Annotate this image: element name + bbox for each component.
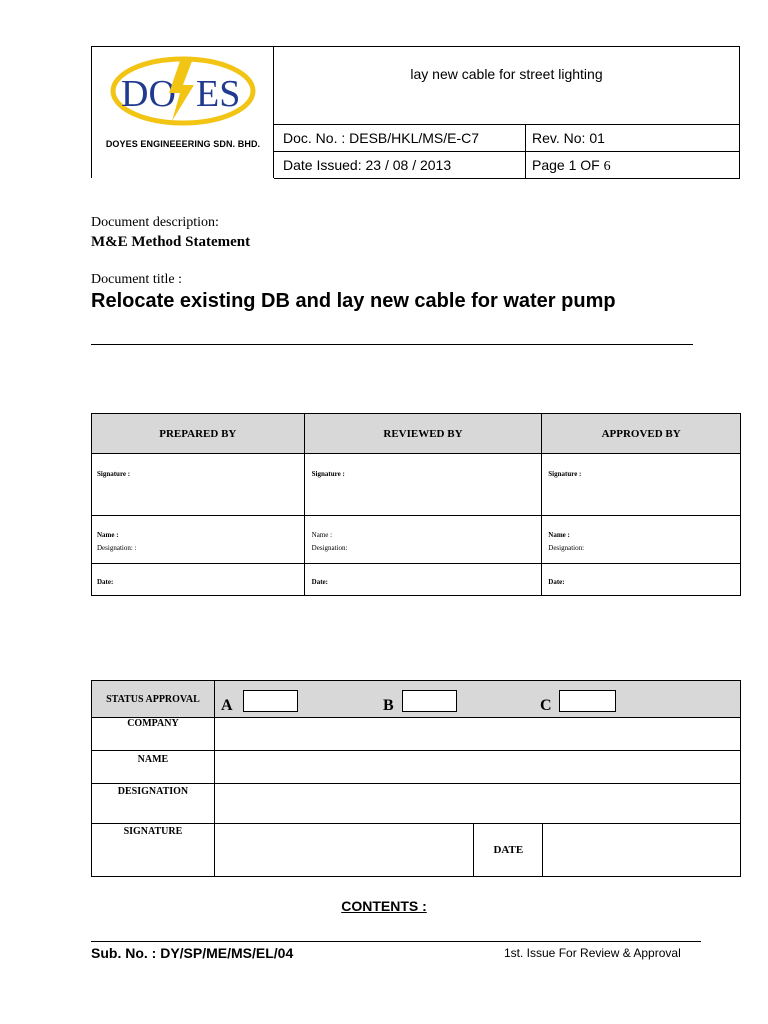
- date-label-cell: [474, 824, 543, 877]
- status-option-b-label: B: [383, 697, 394, 714]
- revision-number: Rev. No: 01: [532, 130, 605, 146]
- status-option-c-checkbox[interactable]: [559, 690, 616, 712]
- signature-label: Signature :: [548, 470, 582, 478]
- approved-name-field[interactable]: [542, 516, 741, 564]
- status-option-a-checkbox[interactable]: [243, 690, 298, 712]
- signature-label: SIGNATURE: [123, 826, 183, 837]
- signoff-table: [91, 413, 741, 596]
- logo-text-right: ES: [196, 73, 241, 115]
- name-label: Name :: [97, 531, 119, 539]
- description-label: Document description:: [91, 215, 219, 230]
- date-field[interactable]: [543, 824, 741, 877]
- date-label: Date:: [311, 578, 328, 586]
- designation-label: DESIGNATION: [117, 786, 189, 797]
- page-prefix: Page 1 OF: [532, 157, 604, 173]
- designation-label: Designation:: [548, 544, 585, 552]
- designation-field[interactable]: [214, 784, 740, 824]
- approved-date-field[interactable]: [542, 564, 741, 596]
- title-underline: [91, 344, 693, 345]
- name-field[interactable]: [214, 751, 740, 784]
- prepared-date-field[interactable]: [92, 564, 305, 596]
- company-logo: [108, 55, 258, 127]
- approved-by-header: APPROVED BY: [542, 414, 741, 454]
- signature-label: Signature :: [311, 470, 345, 478]
- reviewed-by-header: REVIEWED BY: [304, 414, 542, 454]
- page-total: 6: [603, 159, 611, 174]
- sub-number: Sub. No. : DY/SP/ME/MS/EL/04: [91, 945, 294, 961]
- date-label: Date:: [548, 578, 565, 586]
- logo-text-left: DO: [121, 73, 176, 115]
- name-label: Name :: [548, 531, 570, 539]
- reviewed-date-field[interactable]: [304, 564, 542, 596]
- designation-label: Designation:: [311, 544, 348, 552]
- prepared-signature-field[interactable]: [92, 454, 305, 516]
- company-label: COMPANY: [127, 718, 179, 729]
- name-label: Name :: [311, 531, 333, 539]
- prepared-name-field[interactable]: [92, 516, 305, 564]
- header-title-cell: [274, 46, 740, 125]
- header-doc-row: [274, 125, 740, 152]
- document-description: M&E Method Statement: [91, 234, 251, 250]
- document-title: Relocate existing DB and lay new cable for water pump: [91, 290, 616, 312]
- date-label: DATE: [493, 844, 524, 856]
- issue-note: 1st. Issue For Review & Approval: [504, 946, 681, 960]
- title-label: Document title :: [91, 272, 182, 287]
- footer-divider: [91, 941, 701, 942]
- approved-signature-field[interactable]: [542, 454, 741, 516]
- prepared-by-header: PREPARED BY: [92, 414, 305, 454]
- name-label-cell: [92, 751, 215, 784]
- status-option-c-label: C: [540, 697, 552, 714]
- header-title: lay new cable for street lighting: [410, 66, 603, 82]
- status-option-b-checkbox[interactable]: [402, 690, 457, 712]
- company-label-cell: [92, 718, 215, 751]
- reviewed-signature-field[interactable]: [304, 454, 542, 516]
- status-option-a-label: A: [221, 697, 233, 714]
- designation-label-cell: [92, 784, 215, 824]
- reviewed-name-field[interactable]: [304, 516, 542, 564]
- contents-heading: CONTENTS :: [341, 898, 427, 914]
- company-name: DOYES ENGINEEERING SDN. BHD.: [105, 139, 261, 149]
- signature-label-cell: [92, 824, 215, 877]
- date-label: Date:: [97, 578, 114, 586]
- doc-number: Doc. No. : DESB/HKL/MS/E-C7: [274, 125, 526, 151]
- page-number: [526, 152, 740, 178]
- header-date-row: [274, 152, 740, 179]
- name-label: NAME: [137, 754, 169, 765]
- signature-label: Signature :: [97, 470, 131, 478]
- date-issued: Date Issued: 23 / 08 / 2013: [274, 152, 526, 178]
- signature-field[interactable]: [214, 824, 474, 877]
- company-field[interactable]: [214, 718, 740, 751]
- contents-heading-wrap: [0, 898, 768, 916]
- status-approval-header: STATUS APPROVAL: [92, 681, 215, 718]
- designation-label: Designation: :: [97, 544, 137, 552]
